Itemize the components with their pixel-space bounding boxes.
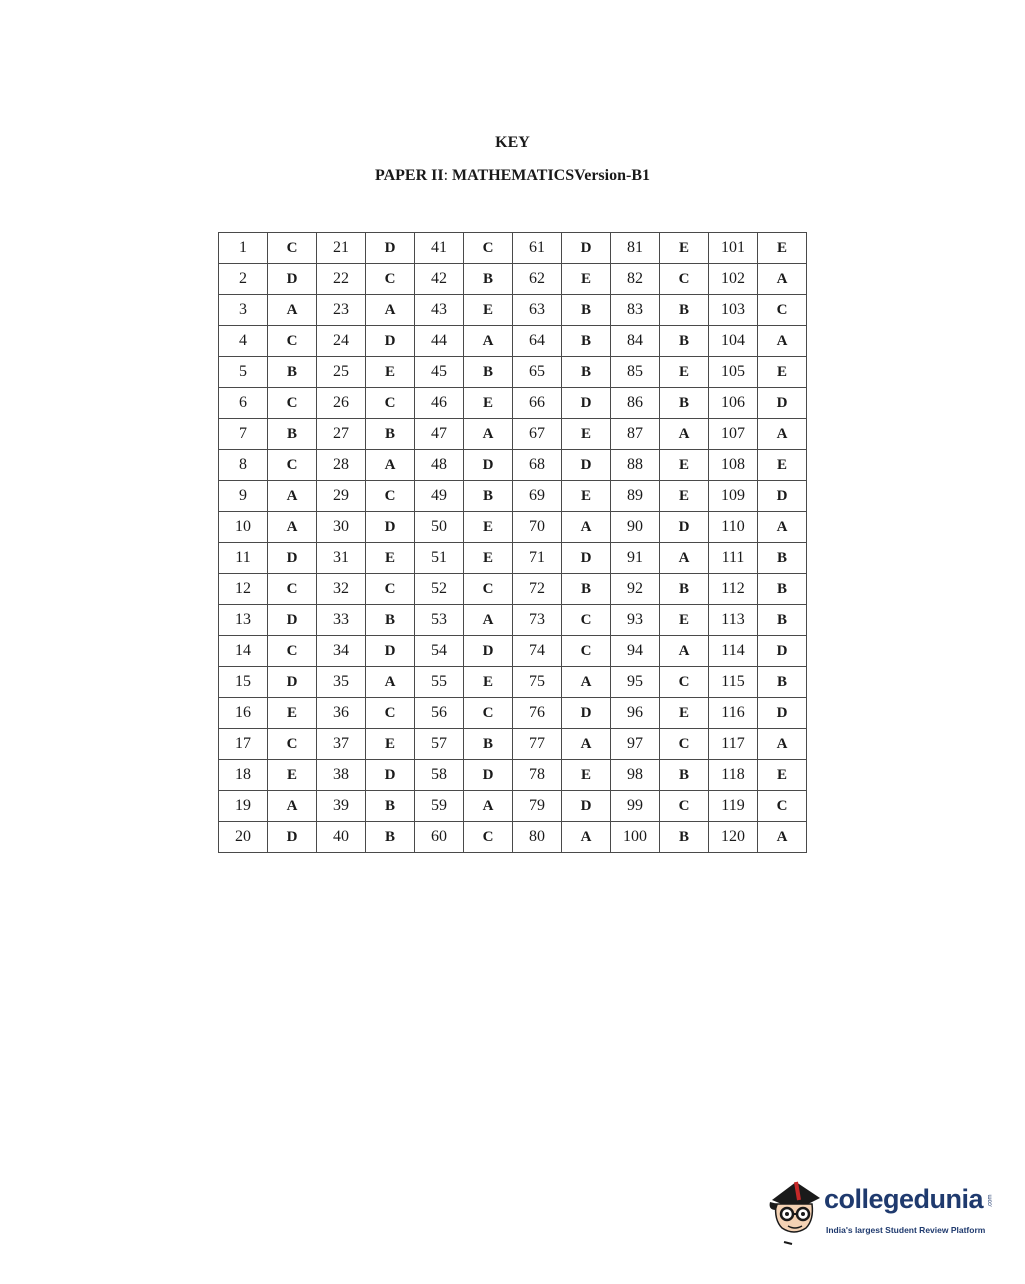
answer-letter: A [464, 326, 513, 357]
answer-letter: A [268, 512, 317, 543]
table-row [219, 574, 807, 605]
answer-letter: B [464, 357, 513, 388]
brand-tagline: India's largest Student Review Platform [826, 1225, 986, 1235]
question-number: 95 [611, 667, 660, 698]
question-number: 2 [219, 264, 268, 295]
question-number: 110 [709, 512, 758, 543]
question-number: 59 [415, 791, 464, 822]
question-number: 104 [709, 326, 758, 357]
table-row [219, 636, 807, 667]
answer-letter: A [562, 729, 611, 760]
answer-letter: D [464, 450, 513, 481]
answer-letter: B [758, 543, 807, 574]
paper-separator: : [443, 167, 453, 184]
question-number: 15 [219, 667, 268, 698]
question-number: 63 [513, 295, 562, 326]
answer-letter: B [366, 791, 415, 822]
question-number: 66 [513, 388, 562, 419]
question-number: 113 [709, 605, 758, 636]
question-number: 27 [317, 419, 366, 450]
answer-letter: E [660, 698, 709, 729]
answer-letter: E [464, 295, 513, 326]
question-number: 47 [415, 419, 464, 450]
question-number: 33 [317, 605, 366, 636]
table-row [219, 667, 807, 698]
answer-letter: D [562, 450, 611, 481]
question-number: 38 [317, 760, 366, 791]
question-number: 62 [513, 264, 562, 295]
answer-letter: A [464, 605, 513, 636]
question-number: 77 [513, 729, 562, 760]
answer-letter: D [366, 233, 415, 264]
question-number: 1 [219, 233, 268, 264]
answer-letter: C [464, 698, 513, 729]
table-row [219, 326, 807, 357]
question-number: 67 [513, 419, 562, 450]
question-number: 70 [513, 512, 562, 543]
answer-letter: E [758, 233, 807, 264]
answer-letter: C [268, 326, 317, 357]
question-number: 21 [317, 233, 366, 264]
question-number: 18 [219, 760, 268, 791]
answer-letter: B [464, 729, 513, 760]
question-number: 22 [317, 264, 366, 295]
table-row [219, 729, 807, 760]
answer-letter: A [758, 729, 807, 760]
question-number: 111 [709, 543, 758, 574]
question-number: 48 [415, 450, 464, 481]
answer-letter: D [758, 698, 807, 729]
question-number: 108 [709, 450, 758, 481]
question-number: 81 [611, 233, 660, 264]
table-row [219, 791, 807, 822]
answer-letter: E [660, 357, 709, 388]
question-number: 80 [513, 822, 562, 853]
question-number: 61 [513, 233, 562, 264]
answer-letter: E [464, 512, 513, 543]
question-number: 16 [219, 698, 268, 729]
answer-letter: D [268, 605, 317, 636]
question-number: 101 [709, 233, 758, 264]
question-number: 26 [317, 388, 366, 419]
answer-letter: E [660, 233, 709, 264]
answer-letter: A [268, 295, 317, 326]
answer-letter: E [660, 450, 709, 481]
question-number: 99 [611, 791, 660, 822]
answer-letter: E [758, 357, 807, 388]
question-number: 92 [611, 574, 660, 605]
table-row [219, 481, 807, 512]
answer-letter: A [562, 822, 611, 853]
answer-letter: C [268, 574, 317, 605]
answer-letter: D [758, 388, 807, 419]
question-number: 4 [219, 326, 268, 357]
question-number: 23 [317, 295, 366, 326]
answer-letter: D [268, 264, 317, 295]
table-row [219, 264, 807, 295]
answer-letter: C [660, 791, 709, 822]
answer-letter: B [562, 295, 611, 326]
question-number: 116 [709, 698, 758, 729]
answer-letter: A [660, 419, 709, 450]
answer-letter: A [758, 264, 807, 295]
answer-letter: B [758, 667, 807, 698]
question-number: 119 [709, 791, 758, 822]
answer-letter: B [660, 822, 709, 853]
answer-letter: D [562, 543, 611, 574]
question-number: 71 [513, 543, 562, 574]
answer-letter: D [562, 698, 611, 729]
question-number: 53 [415, 605, 464, 636]
answer-letter: B [562, 574, 611, 605]
answer-letter: E [268, 760, 317, 791]
question-number: 28 [317, 450, 366, 481]
table-row [219, 698, 807, 729]
answer-letter: B [660, 760, 709, 791]
answer-letter: E [562, 419, 611, 450]
question-number: 112 [709, 574, 758, 605]
answer-letter: A [464, 791, 513, 822]
answer-letter: C [366, 264, 415, 295]
answer-letter: E [562, 760, 611, 791]
answer-letter: D [464, 760, 513, 791]
answer-letter: C [562, 636, 611, 667]
table-row [219, 233, 807, 264]
answer-letter: D [366, 636, 415, 667]
question-number: 64 [513, 326, 562, 357]
brand-name: collegedunia [824, 1184, 984, 1214]
table-row [219, 760, 807, 791]
answer-letter: B [562, 326, 611, 357]
answer-letter: D [366, 512, 415, 543]
table-row [219, 450, 807, 481]
student-mascot-icon [766, 1176, 824, 1246]
question-number: 17 [219, 729, 268, 760]
question-number: 46 [415, 388, 464, 419]
question-number: 37 [317, 729, 366, 760]
answer-letter: E [562, 481, 611, 512]
question-number: 73 [513, 605, 562, 636]
answer-letter: B [758, 605, 807, 636]
question-number: 102 [709, 264, 758, 295]
answer-letter: B [366, 605, 415, 636]
question-number: 39 [317, 791, 366, 822]
question-number: 51 [415, 543, 464, 574]
answer-letter: D [562, 233, 611, 264]
paper-prefix: PAPER II [375, 167, 444, 184]
answer-letter: A [562, 512, 611, 543]
answer-letter: C [268, 233, 317, 264]
answer-letter: A [660, 636, 709, 667]
question-number: 114 [709, 636, 758, 667]
question-number: 109 [709, 481, 758, 512]
question-number: 97 [611, 729, 660, 760]
question-number: 20 [219, 822, 268, 853]
question-number: 54 [415, 636, 464, 667]
answer-letter: B [562, 357, 611, 388]
question-number: 58 [415, 760, 464, 791]
answer-letter: D [562, 388, 611, 419]
answer-key-body [219, 233, 807, 853]
question-number: 86 [611, 388, 660, 419]
answer-key-table [218, 232, 807, 853]
answer-letter: E [366, 357, 415, 388]
table-row [219, 295, 807, 326]
question-number: 74 [513, 636, 562, 667]
answer-letter: E [366, 543, 415, 574]
answer-letter: C [562, 605, 611, 636]
answer-letter: A [366, 450, 415, 481]
question-number: 91 [611, 543, 660, 574]
answer-letter: A [758, 822, 807, 853]
question-number: 42 [415, 264, 464, 295]
paper-subject: MATHEMATICSVersion-B1 [452, 167, 650, 184]
answer-letter: A [464, 419, 513, 450]
table-row [219, 822, 807, 853]
answer-letter: B [464, 264, 513, 295]
question-number: 105 [709, 357, 758, 388]
answer-letter: B [660, 295, 709, 326]
answer-letter: C [660, 729, 709, 760]
answer-letter: C [464, 574, 513, 605]
question-number: 11 [219, 543, 268, 574]
question-number: 8 [219, 450, 268, 481]
question-number: 120 [709, 822, 758, 853]
answer-letter: C [464, 233, 513, 264]
answer-letter: D [758, 636, 807, 667]
answer-letter: A [366, 667, 415, 698]
question-number: 10 [219, 512, 268, 543]
table-row [219, 512, 807, 543]
answer-letter: B [366, 822, 415, 853]
answer-letter: E [758, 450, 807, 481]
answer-letter: D [660, 512, 709, 543]
answer-letter: A [758, 512, 807, 543]
question-number: 85 [611, 357, 660, 388]
question-number: 79 [513, 791, 562, 822]
brand-suffix: .com [987, 1194, 994, 1208]
question-number: 5 [219, 357, 268, 388]
question-number: 78 [513, 760, 562, 791]
question-number: 83 [611, 295, 660, 326]
answer-letter: E [366, 729, 415, 760]
answer-letter: E [660, 605, 709, 636]
answer-letter: E [464, 667, 513, 698]
answer-letter: C [366, 481, 415, 512]
question-number: 87 [611, 419, 660, 450]
question-number: 65 [513, 357, 562, 388]
question-number: 32 [317, 574, 366, 605]
collegedunia-logo [766, 1176, 996, 1246]
question-number: 89 [611, 481, 660, 512]
answer-letter: D [366, 326, 415, 357]
paper-title [0, 167, 1025, 185]
question-number: 57 [415, 729, 464, 760]
question-number: 30 [317, 512, 366, 543]
question-number: 13 [219, 605, 268, 636]
question-number: 72 [513, 574, 562, 605]
question-number: 98 [611, 760, 660, 791]
question-number: 106 [709, 388, 758, 419]
question-number: 60 [415, 822, 464, 853]
answer-letter: B [660, 388, 709, 419]
answer-letter: B [464, 481, 513, 512]
question-number: 103 [709, 295, 758, 326]
question-number: 76 [513, 698, 562, 729]
question-number: 52 [415, 574, 464, 605]
answer-letter: A [268, 481, 317, 512]
question-number: 43 [415, 295, 464, 326]
answer-letter: A [758, 419, 807, 450]
answer-letter: C [268, 450, 317, 481]
question-number: 41 [415, 233, 464, 264]
answer-letter: D [758, 481, 807, 512]
question-number: 25 [317, 357, 366, 388]
answer-letter: E [268, 698, 317, 729]
question-number: 44 [415, 326, 464, 357]
question-number: 19 [219, 791, 268, 822]
answer-letter: B [366, 419, 415, 450]
question-number: 118 [709, 760, 758, 791]
question-number: 84 [611, 326, 660, 357]
question-number: 3 [219, 295, 268, 326]
answer-letter: E [758, 760, 807, 791]
answer-letter: C [660, 264, 709, 295]
answer-letter: E [464, 388, 513, 419]
answer-letter: C [758, 295, 807, 326]
answer-letter: B [268, 357, 317, 388]
table-row [219, 543, 807, 574]
key-title: KEY [495, 134, 530, 151]
table-row [219, 605, 807, 636]
answer-letter: C [660, 667, 709, 698]
question-number: 7 [219, 419, 268, 450]
question-number: 12 [219, 574, 268, 605]
question-number: 88 [611, 450, 660, 481]
question-number: 107 [709, 419, 758, 450]
answer-letter: D [366, 760, 415, 791]
question-number: 55 [415, 667, 464, 698]
question-number: 115 [709, 667, 758, 698]
answer-letter: D [268, 822, 317, 853]
answer-letter: A [660, 543, 709, 574]
question-number: 40 [317, 822, 366, 853]
answer-letter: C [464, 822, 513, 853]
answer-letter: B [660, 574, 709, 605]
answer-letter: A [758, 326, 807, 357]
question-number: 50 [415, 512, 464, 543]
answer-letter: E [660, 481, 709, 512]
answer-letter: C [366, 574, 415, 605]
question-number: 31 [317, 543, 366, 574]
answer-letter: E [562, 264, 611, 295]
question-number: 35 [317, 667, 366, 698]
question-number: 75 [513, 667, 562, 698]
question-number: 94 [611, 636, 660, 667]
table-row [219, 419, 807, 450]
answer-letter: C [758, 791, 807, 822]
question-number: 45 [415, 357, 464, 388]
question-number: 24 [317, 326, 366, 357]
question-number: 49 [415, 481, 464, 512]
answer-letter: D [464, 636, 513, 667]
answer-letter: B [660, 326, 709, 357]
question-number: 82 [611, 264, 660, 295]
answer-letter: A [268, 791, 317, 822]
question-number: 93 [611, 605, 660, 636]
question-number: 56 [415, 698, 464, 729]
table-row [219, 388, 807, 419]
question-number: 100 [611, 822, 660, 853]
question-number: 9 [219, 481, 268, 512]
answer-letter: C [366, 698, 415, 729]
table-row [219, 357, 807, 388]
answer-letter: D [268, 667, 317, 698]
answer-letter: D [562, 791, 611, 822]
answer-letter: B [758, 574, 807, 605]
answer-letter: C [268, 729, 317, 760]
answer-letter: A [562, 667, 611, 698]
question-number: 68 [513, 450, 562, 481]
question-number: 69 [513, 481, 562, 512]
question-number: 90 [611, 512, 660, 543]
answer-letter: B [268, 419, 317, 450]
question-number: 34 [317, 636, 366, 667]
answer-letter: C [268, 636, 317, 667]
answer-letter: E [464, 543, 513, 574]
question-number: 36 [317, 698, 366, 729]
question-number: 117 [709, 729, 758, 760]
answer-letter: C [268, 388, 317, 419]
answer-letter: D [268, 543, 317, 574]
question-number: 14 [219, 636, 268, 667]
question-number: 96 [611, 698, 660, 729]
answer-letter: C [366, 388, 415, 419]
question-number: 29 [317, 481, 366, 512]
answer-letter: A [366, 295, 415, 326]
question-number: 6 [219, 388, 268, 419]
